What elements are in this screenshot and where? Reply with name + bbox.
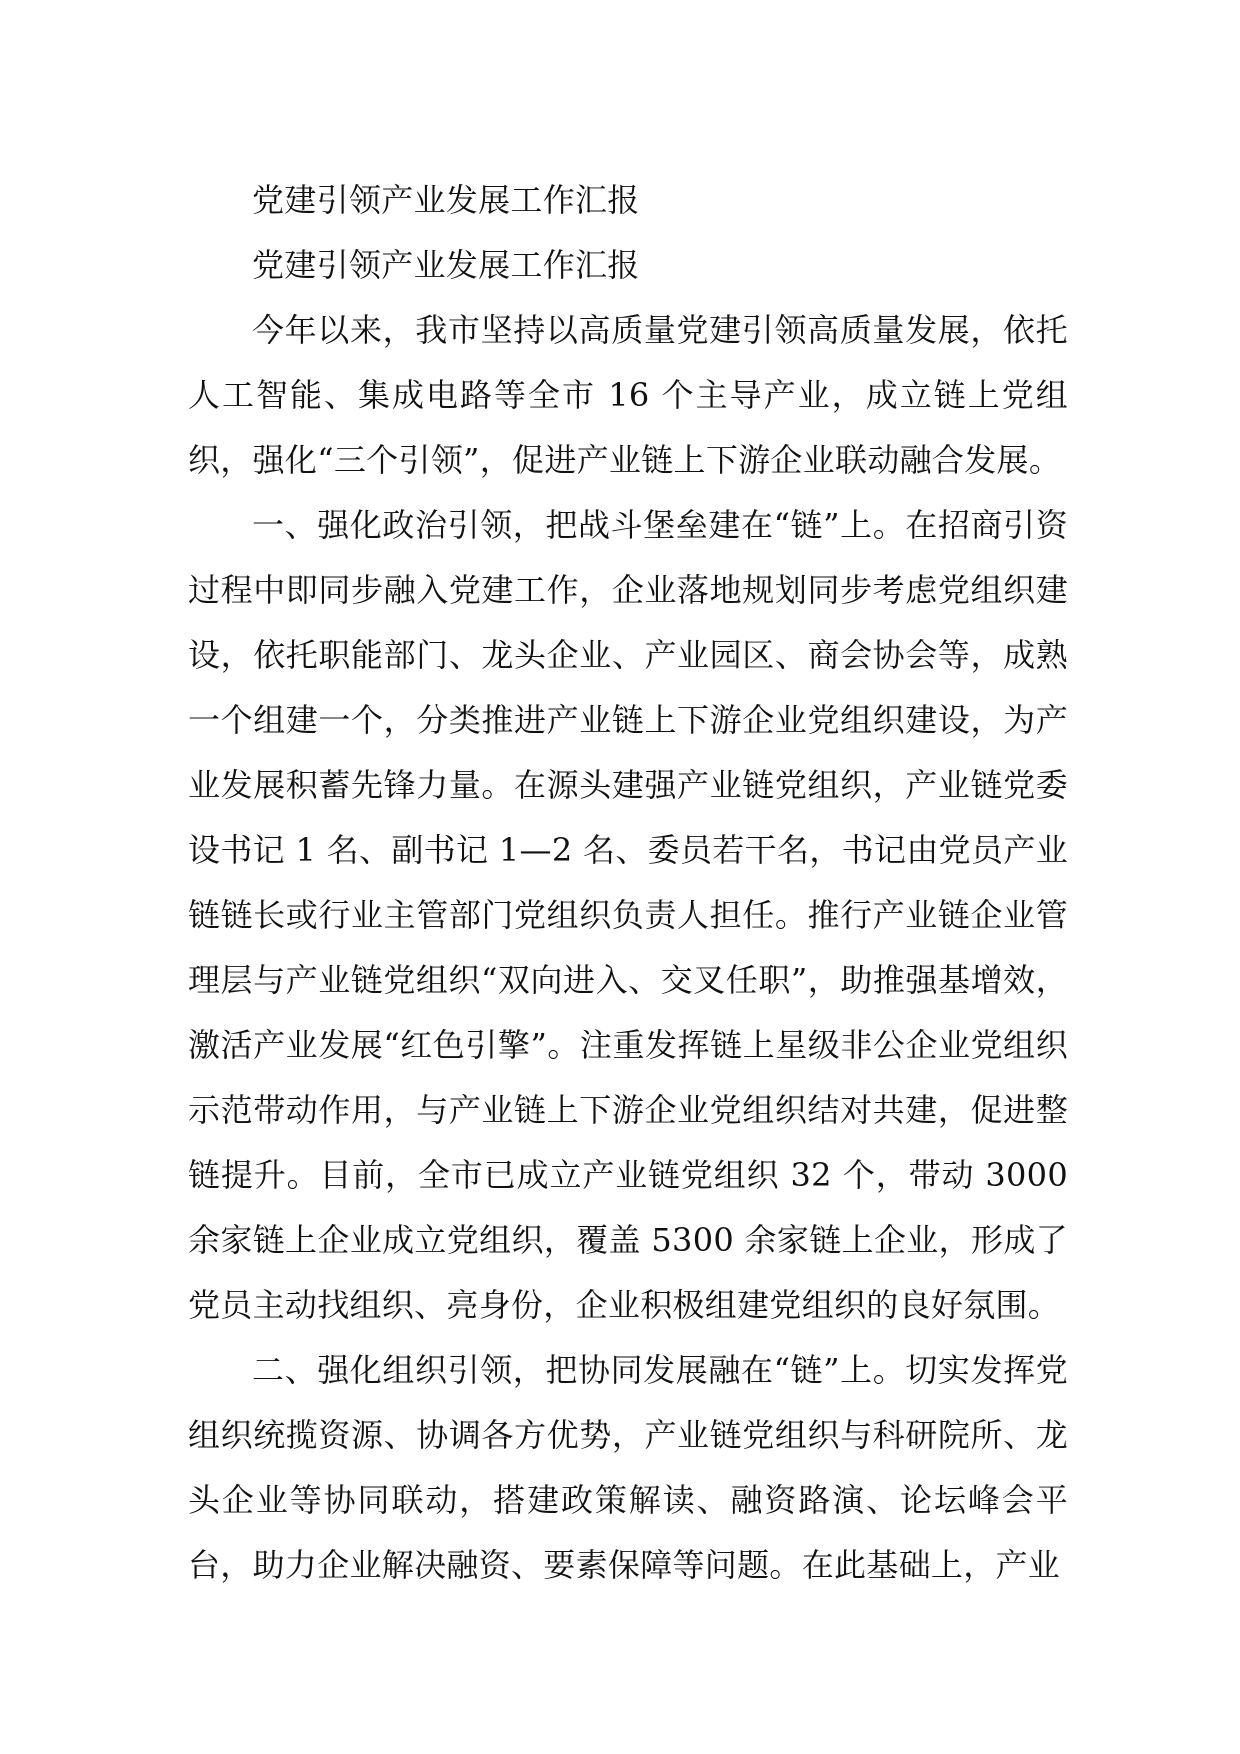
paragraph-intro: 今年以来，我市坚持以高质量党建引领高质量发展，依托人工智能、集成电路等全市 16 个主导产业，成立链上党组织，强化“三个引领”，促进产业链上下游企业联动融合发展。	[188, 311, 1068, 479]
paragraph-political-leadership: 一、强化政治引领，把战斗堡垒建在“链”上。在招商引资过程中即同步融入党建工作，企业落地规划同步考虑党组织建设，依托职能部门、龙头企业、产业园区、商会协会等，成熟一个组建一个，分类推进产业链上下游企业党组织建设，为产业发展积蓄先锋力量。在源头建强产业链党组织，产业链党委设书记 1 名、副书记 1—2 名、委员若干名，书记由党员产业链链长或行业主管部门党组织负责人担任。推行产业链企业管理层与产业链党组织“双向进入、交叉任职”，助推强基增效，激活产业发展“红色引擎”。注重发挥链上星级非公企业党组织示范带动作用，与产业链上下游企业党组织结对共建，促进整链提升。目前，全市已成立产业链党组织 32 个，带动 3000 余家链上企业成立党组织，覆盖 5300 余家链上企业，形成了党员主动找组织、亮身份，企业积极组建党组织的良好氛围。	[188, 506, 1068, 1324]
document-title: 党建引领产业发展工作汇报	[252, 181, 640, 219]
document-subtitle: 党建引领产业发展工作汇报	[252, 246, 640, 284]
paragraph-organizational-leadership: 二、强化组织引领，把协同发展融在“链”上。切实发挥党组织统揽资源、协调各方优势，产业链党组织与科研院所、龙头企业等协同联动，搭建政策解读、融资路演、论坛峰会平台，助力企业解决融资、要素保障等问题。在此基础上，产业	[188, 1351, 1068, 1584]
document-body	[188, 168, 1068, 1598]
